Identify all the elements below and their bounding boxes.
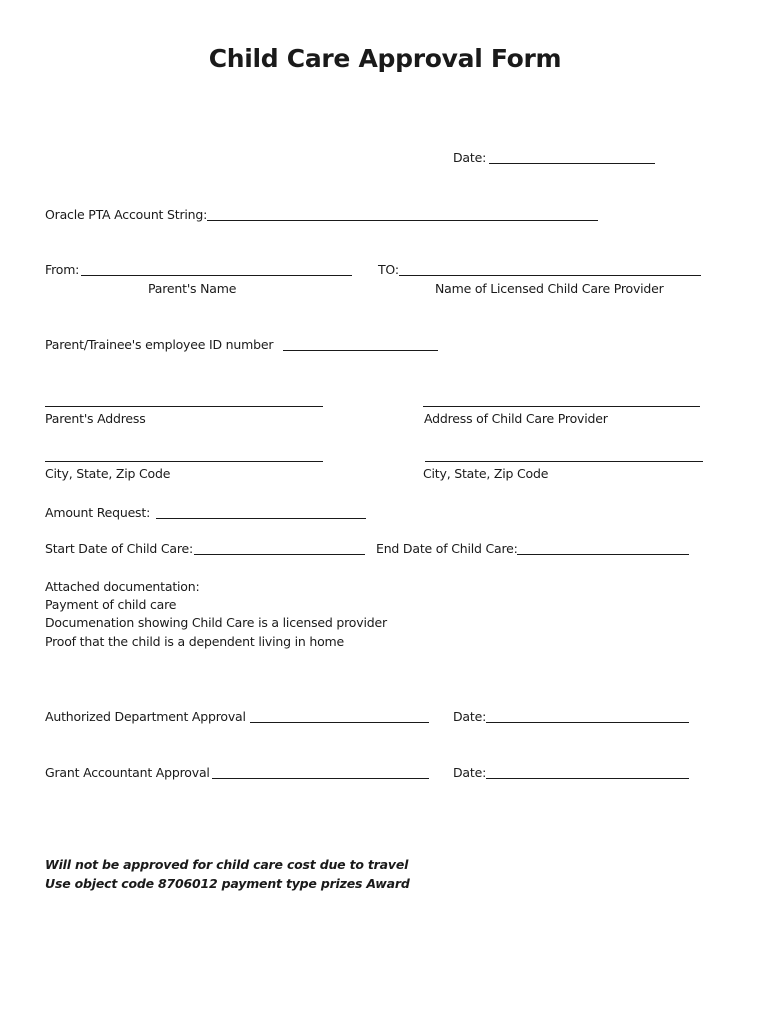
note-object-code: Use object code 8706012 payment type prizes Award [45, 876, 410, 891]
note-travel: Will not be approved for child care cost due to travel [45, 857, 409, 872]
start-date-field[interactable] [194, 554, 365, 555]
grant-date-label: Date: [453, 765, 487, 780]
grant-approval-field[interactable] [212, 778, 429, 779]
attached-heading: Attached documentation: [45, 579, 200, 594]
parent-address-field[interactable] [45, 406, 323, 407]
employee-id-label: Parent/Trainee's employee ID number [45, 337, 274, 352]
parents-address-caption: Parent's Address [45, 411, 146, 426]
attached-item: Proof that the child is a dependent living in home [45, 634, 344, 649]
provider-address-caption: Address of Child Care Provider [424, 411, 608, 426]
from-field[interactable] [81, 275, 352, 276]
dept-date-field[interactable] [486, 722, 689, 723]
parent-city-field[interactable] [45, 461, 323, 462]
provider-address-field[interactable] [423, 406, 700, 407]
dept-approval-label: Authorized Department Approval [45, 709, 246, 724]
oracle-account-label: Oracle PTA Account String: [45, 207, 208, 222]
parents-name-caption: Parent's Name [148, 281, 237, 296]
from-label: From: [45, 262, 80, 277]
date-field[interactable] [489, 163, 655, 164]
end-date-field[interactable] [517, 554, 689, 555]
date-label: Date: [453, 150, 487, 165]
attached-item: Payment of child care [45, 597, 177, 612]
dept-date-label: Date: [453, 709, 487, 724]
provider-city-field[interactable] [425, 461, 703, 462]
amount-field[interactable] [156, 518, 366, 519]
attached-item: Documenation showing Child Care is a licensed provider [45, 615, 387, 630]
dept-approval-field[interactable] [250, 722, 429, 723]
to-label: TO: [378, 262, 399, 277]
end-date-label: End Date of Child Care: [376, 541, 518, 556]
form-title: Child Care Approval Form [208, 44, 562, 73]
provider-city-caption: City, State, Zip Code [423, 466, 549, 481]
start-date-label: Start Date of Child Care: [45, 541, 194, 556]
grant-approval-label: Grant Accountant Approval [45, 765, 210, 780]
grant-date-field[interactable] [486, 778, 689, 779]
to-field[interactable] [399, 275, 701, 276]
provider-name-caption: Name of Licensed Child Care Provider [435, 281, 664, 296]
amount-label: Amount Request: [45, 505, 151, 520]
parent-city-caption: City, State, Zip Code [45, 466, 171, 481]
employee-id-field[interactable] [283, 350, 438, 351]
oracle-account-field[interactable] [207, 220, 598, 221]
